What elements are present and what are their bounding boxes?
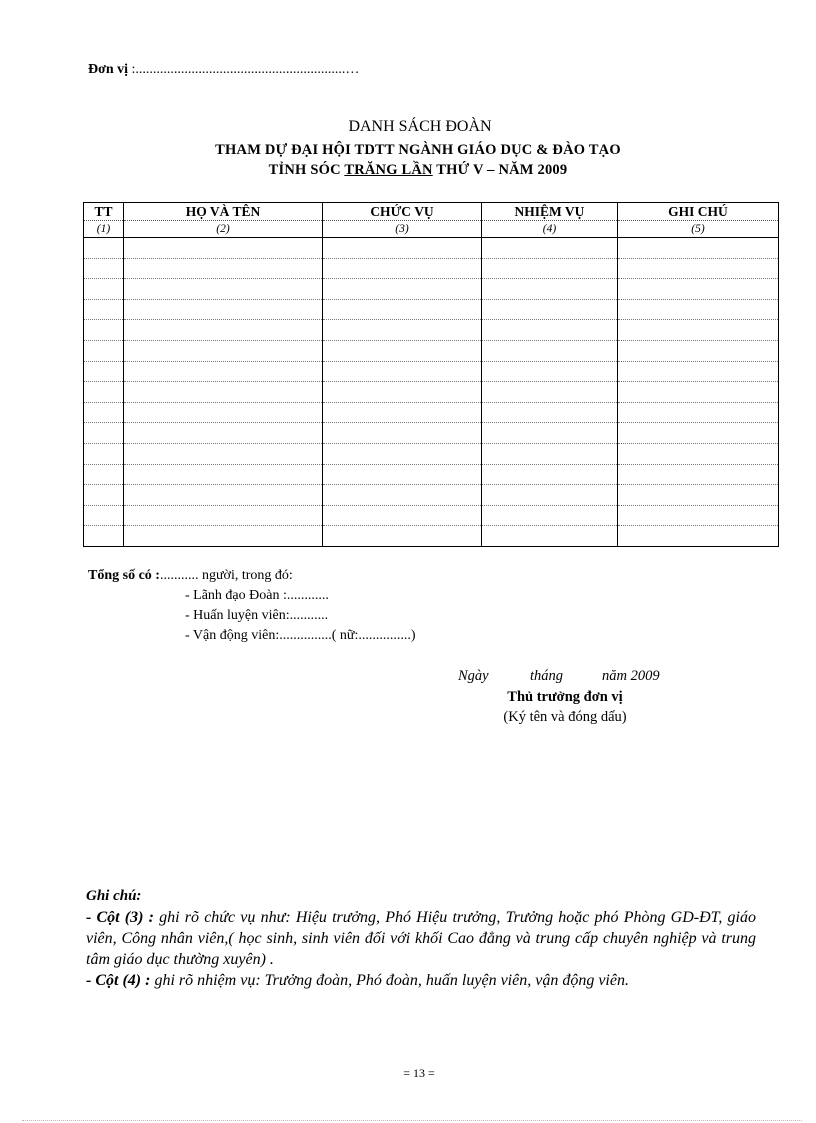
table-cell (618, 361, 779, 382)
table-cell (482, 526, 618, 547)
table-cell (323, 299, 482, 320)
table-cell (482, 464, 618, 485)
note-col4-text: ghi rõ nhiệm vụ: Trưởng đoàn, Phó đoàn, huấn luyện viên, vận động viên. (150, 972, 629, 989)
table-cell (124, 402, 323, 423)
table-cell (482, 258, 618, 279)
table-row (84, 279, 779, 300)
roster-table (83, 202, 779, 547)
table-row (84, 423, 779, 444)
unit-line (88, 62, 359, 78)
table-row (84, 299, 779, 320)
roster-body (84, 238, 779, 547)
table-row (84, 258, 779, 279)
table-cell (618, 464, 779, 485)
table-cell (323, 361, 482, 382)
signature-subtitle: (Ký tên và đóng dấu) (503, 709, 627, 725)
table-cell (618, 238, 779, 259)
table-cell (618, 443, 779, 464)
table-row (84, 361, 779, 382)
table-row (84, 485, 779, 506)
total-text: ........... người, trong đó: (159, 568, 293, 583)
table-cell (124, 485, 323, 506)
table-cell (84, 382, 124, 403)
table-cell (84, 526, 124, 547)
table-cell (482, 320, 618, 341)
table-row (84, 464, 779, 485)
note-col3-label: - Cột (3) : (86, 909, 154, 926)
table-cell (84, 258, 124, 279)
table-cell (482, 485, 618, 506)
table-cell (618, 382, 779, 403)
unit-fill: :............................................................… (128, 62, 360, 77)
subtitle-part-1: TỈNH SÓC (268, 162, 345, 178)
document-subtitle-2 (0, 162, 816, 179)
table-cell (84, 320, 124, 341)
table-cell (618, 402, 779, 423)
table-cell (124, 238, 323, 259)
table-cell (323, 382, 482, 403)
table-cell (84, 299, 124, 320)
col-header-name: HỌ VÀ TÊN (124, 203, 323, 221)
note-column-3 (86, 907, 756, 970)
total-line (88, 568, 293, 584)
table-cell (482, 382, 618, 403)
table-cell (124, 299, 323, 320)
table-cell (323, 340, 482, 361)
col-number-5: (5) (618, 221, 779, 238)
table-row (84, 402, 779, 423)
table-cell (84, 505, 124, 526)
col-header-tt: TT (84, 203, 124, 221)
table-cell (482, 238, 618, 259)
table-cell (124, 526, 323, 547)
col-header-note: GHI CHÚ (618, 203, 779, 221)
signature-title: Thủ trưởng đơn vị (507, 689, 623, 705)
table-row (84, 505, 779, 526)
total-label: Tổng số có : (88, 568, 160, 583)
table-cell (84, 279, 124, 300)
table-cell (323, 443, 482, 464)
table-cell (482, 443, 618, 464)
table-row (84, 340, 779, 361)
table-cell (124, 258, 323, 279)
table-cell (618, 258, 779, 279)
table-cell (482, 505, 618, 526)
table-cell (482, 299, 618, 320)
total-leaders: - Lãnh đạo Đoàn :............ (185, 588, 329, 603)
page-number: = 13 = (403, 1066, 435, 1080)
table-cell (618, 320, 779, 341)
total-coaches: - Huấn luyện viên:........... (185, 608, 329, 623)
table-cell (323, 526, 482, 547)
table-cell (618, 423, 779, 444)
table-cell (124, 423, 323, 444)
table-cell (84, 340, 124, 361)
note-col4-label: - Cột (4) : (86, 972, 151, 989)
table-cell (323, 238, 482, 259)
table-cell (323, 402, 482, 423)
table-cell (482, 423, 618, 444)
table-cell (618, 505, 779, 526)
table-cell (618, 299, 779, 320)
document-subtitle: THAM DỰ ĐẠI HỘI TDTT NGÀNH GIÁO DỤC & ĐÀO TẠO (215, 142, 621, 158)
footer-divider (22, 1120, 802, 1121)
table-cell (124, 443, 323, 464)
table-cell (124, 320, 323, 341)
table-row (84, 320, 779, 341)
col-number-3: (3) (323, 221, 482, 238)
date-line (458, 668, 660, 685)
table-cell (124, 382, 323, 403)
table-number-row (84, 221, 779, 238)
note-col3-text: ghi rõ chức vụ như: Hiệu trưởng, Phó Hiệu trưởng, Trưởng hoặc phó Phòng GD-ĐT, giáo viên, Công nhân viên,( học sinh, sinh viên đối với khối Cao đẳng và trung cấp chuyên nghiệp và trung tâm giáo dục thường xuyên) . (86, 909, 757, 968)
table-row (84, 526, 779, 547)
table-cell (323, 423, 482, 444)
table-cell (618, 485, 779, 506)
table-cell (323, 485, 482, 506)
table-cell (124, 340, 323, 361)
col-header-role: NHIỆM VỤ (482, 203, 618, 221)
table-cell (618, 340, 779, 361)
table-cell (124, 361, 323, 382)
table-cell (323, 464, 482, 485)
table-cell (84, 238, 124, 259)
table-cell (618, 279, 779, 300)
document-title: DANH SÁCH ĐOÀN (348, 118, 492, 135)
table-cell (84, 361, 124, 382)
col-header-position: CHỨC VỤ (323, 203, 482, 221)
table-cell (124, 279, 323, 300)
date-month: tháng (530, 668, 564, 684)
table-cell (323, 279, 482, 300)
table-cell (482, 402, 618, 423)
table-header-row (84, 203, 779, 221)
table-cell (323, 320, 482, 341)
table-cell (482, 361, 618, 382)
total-athletes: - Vận động viên:...............( nữ:...............) (185, 628, 416, 643)
table-cell (84, 464, 124, 485)
table-cell (482, 340, 618, 361)
table-cell (124, 505, 323, 526)
table-cell (84, 423, 124, 444)
table-cell (124, 464, 323, 485)
table-cell (84, 402, 124, 423)
table-cell (618, 526, 779, 547)
date-year: năm 2009 (602, 668, 660, 684)
note-column-4 (86, 970, 756, 991)
table-row (84, 382, 779, 403)
col-number-4: (4) (482, 221, 618, 238)
col-number-1: (1) (84, 221, 124, 238)
subtitle-underlined: TRĂNG LẦN (344, 162, 433, 178)
table-row (84, 238, 779, 259)
table-cell (482, 279, 618, 300)
table-cell (323, 258, 482, 279)
table-row (84, 443, 779, 464)
subtitle-part-3: THỨ V – NĂM 2009 (432, 162, 568, 178)
date-day: Ngày (458, 668, 489, 684)
col-number-2: (2) (124, 221, 323, 238)
notes-heading: Ghi chú: (86, 888, 142, 904)
table-cell (84, 485, 124, 506)
unit-label: Đơn vị (88, 62, 129, 77)
table-cell (323, 505, 482, 526)
table-cell (84, 443, 124, 464)
